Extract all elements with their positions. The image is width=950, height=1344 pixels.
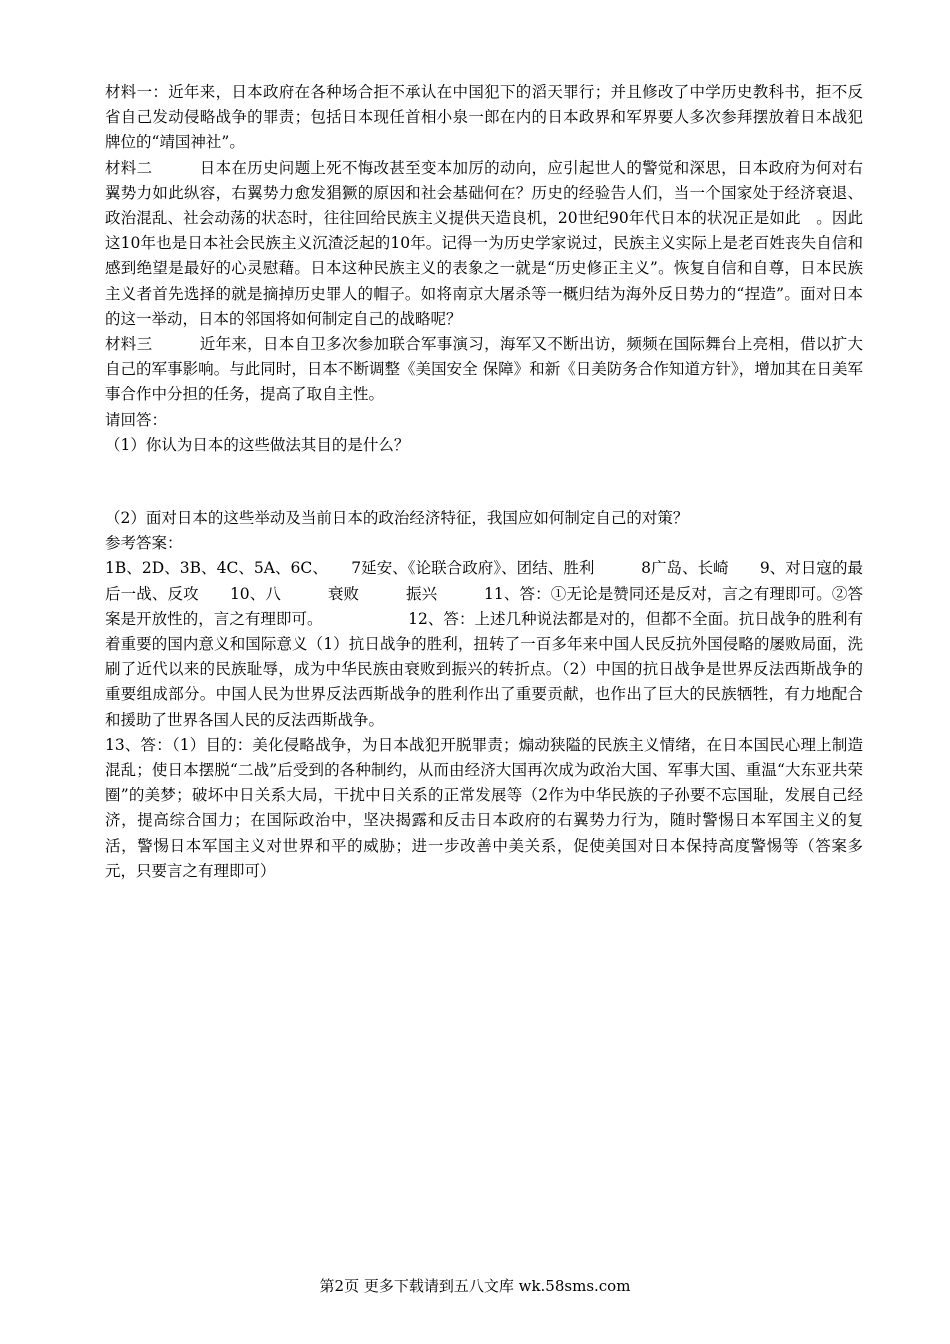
material-three: 材料三 近年来，日本自卫多次参加联合军事演习，海军又不断出访，频频在国际舞台上亮相，借以扩大自己的军事影响。与此同时，日本不断调整《美国安全 保障》和新《日美防务合作知道方针》，增加其在日美军事合作中分担的任务，提高了取自主性。 — [105, 335, 863, 404]
question-one: （1）你认为日本的这些做法其目的是什么？ — [105, 435, 410, 454]
question-prompt: 请回答： — [105, 410, 168, 429]
page-footer: 第2页 更多下载请到五八文库 wk.58sms.com — [319, 1277, 631, 1295]
question-two: （2）面对日本的这些举动及当前日本的政治经济特征，我国应如何制定自己的对策？ — [105, 509, 689, 528]
answer-paragraph-one: 1B、2D、3B、4C、5A、6C、 7延安、《论联合政府》、团结、胜利 8广岛、长崎 9、对日寇的最后一战、反攻 10、八 衰败 振兴 11、答：①无论是赞同还是反对，言之有理即可。②答案是开放性的，言之有理即可。 12、答：上述几种说法都是对的，但都不全面。抗日战争的胜利有着重要的国内意义和国际意义（1）抗日战争的胜利，扭转了一百多年来中国人民反抗外国侵略的屡败局面，洗刷了近代以来的民族耻辱，成为中华民族由衰败到振兴的转折点。（2）中国的抗日战争是世界反法西斯战争的重要组成部分。中国人民为世界反法西斯战争的胜利作出了重要贡献，也作出了巨大的民族牺牲，有力地配合和援助了世界各国人民的反法西斯战争。 — [105, 559, 863, 729]
document-body — [105, 80, 863, 884]
answer-heading: 参考答案： — [105, 534, 183, 553]
material-two: 材料二 日本在历史问题上死不悔改甚至变本加厉的动向，应引起世人的警觉和深思，日本政府为何对右翼势力如此纵容，右翼势力愈发猖獗的原因和社会基础何在？历史的经验告人们，当一个国家处于经济衰退、政治混乱、社会动荡的状态时，往往回给民族主义提供天造良机，20世纪90年代日本的状况正是如此 。因此这10年也是日本社会民族主义沉渣泛起的10年。记得一为历史学家说过，民族主义实际上是老百姓丧失自信和感到绝望是最好的心灵慰藉。日本这种民族主义的表象之一就是“历史修正主义”。恢复自信和自尊，日本民族主义者首先选择的就是摘掉历史罪人的帽子。如将南京大屠杀等一概归结为海外反日势力的“捏造”。面对日本的这一举动，日本的邻国将如何制定自己的战略呢？ — [105, 158, 863, 328]
answer-space — [105, 458, 863, 506]
material-one: 材料一：近年来，日本政府在各种场合拒不承认在中国犯下的滔天罪行；并且修改了中学历史教科书，拒不反省自己发动侵略战争的罪责；包括日本现任首相小泉一郎在内的日本政界和军界要人多次参拜摆放着日本战犯牌位的“靖国神社”。 — [105, 83, 863, 152]
answer-paragraph-two: 13、答：（1）目的：美化侵略战争，为日本战犯开脱罪责；煽动狭隘的民族主义情绪，在日本国民心理上制造混乱；使日本摆脱“二战”后受到的各种制约，从而由经济大国再次成为政治大国、军事大国、重温“大东亚共荣圈”的美梦；破坏中日关系大局，干扰中日关系的正常发展等（2作为中华民族的子孙要不忘国耻，发展自己经济，提高综合国力；在国际政治中，坚决揭露和反击日本政府的右翼势力行为，随时警惕日本军国主义的复活，警惕日本军国主义对世界和平的威胁；进一步改善中美关系，促使美国对日本保持高度警惕等（答案多元，只要言之有理即可） — [105, 735, 863, 880]
